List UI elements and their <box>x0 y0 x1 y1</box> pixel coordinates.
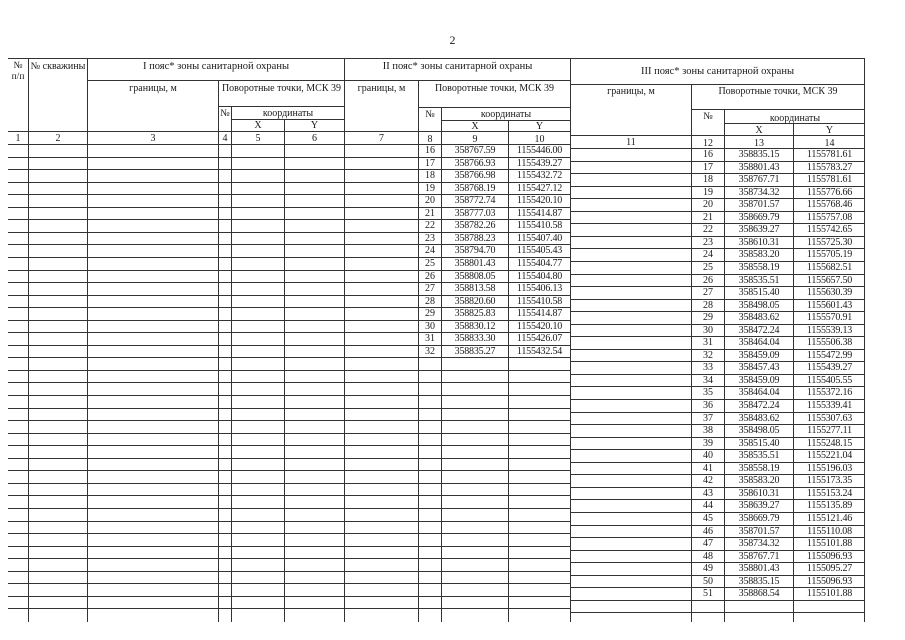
colnum-8: 8 <box>427 134 433 145</box>
zone2-x-value: 358835.27 <box>454 346 496 357</box>
zone1-y-header: Y <box>310 120 319 131</box>
row-line <box>8 546 570 547</box>
header-num: № п/п <box>11 61 25 82</box>
zone3-point-number: 28 <box>703 300 713 311</box>
zone2-point-number: 27 <box>425 283 435 294</box>
zone2-x-value: 358767.59 <box>454 145 496 156</box>
zone3-x-value: 358515.40 <box>738 438 780 449</box>
zone3-x-value: 358669.79 <box>738 212 780 223</box>
row-line <box>8 408 570 409</box>
zone3-x-value: 358639.27 <box>738 500 780 511</box>
colnum-7: 7 <box>379 133 384 144</box>
zone2-point-number: 29 <box>425 308 435 319</box>
header-line <box>692 109 865 110</box>
row-line <box>8 521 570 522</box>
zone2-point-number: 31 <box>425 333 435 344</box>
zone2-point-number: 18 <box>425 170 435 181</box>
zone2-point-number: 19 <box>425 183 435 194</box>
zone2-y-value: 1155404.77 <box>516 258 563 269</box>
zone1-coordinates-header: координаты <box>262 108 314 119</box>
zone3-x-value: 358464.04 <box>738 387 780 398</box>
zone2-turning-points-header: Поворотные точки, МСК 39 <box>434 83 555 94</box>
zone2-y-value: 1155404.80 <box>516 271 563 282</box>
zone3-y-value: 1155405.55 <box>806 375 853 386</box>
zone3-point-number: 44 <box>703 500 713 511</box>
zone3-y-value: 1155339.41 <box>806 400 853 411</box>
zone2-point-number: 20 <box>425 195 435 206</box>
zone2-x-value: 358820.60 <box>454 296 496 307</box>
zone2-y-value: 1155426.07 <box>516 333 563 344</box>
row-line <box>8 458 570 459</box>
zone3-point-number: 23 <box>703 237 713 248</box>
zone3-y-value: 1155439.27 <box>806 362 853 373</box>
header-zone2: II пояс* зоны санитарной охраны <box>382 61 533 72</box>
zone3-x-value: 358464.04 <box>738 337 780 348</box>
header-zone3: III пояс* зоны санитарной охраны <box>640 66 795 77</box>
zone3-point-number: 17 <box>703 162 713 173</box>
zone3-y-value: 1155539.13 <box>806 325 853 336</box>
row-line <box>8 470 570 471</box>
zone3-y-value: 1155768.46 <box>806 199 853 210</box>
zone3-y-value: 1155725.30 <box>806 237 853 248</box>
zone2-x-value: 358813.58 <box>454 283 496 294</box>
row-line <box>8 558 570 559</box>
row-line <box>8 395 570 396</box>
zone3-y-value: 1155783.27 <box>806 162 853 173</box>
zone2-x-value: 358782.26 <box>454 220 496 231</box>
colnum-3: 3 <box>150 133 156 144</box>
zone3-y-value: 1155781.61 <box>806 149 853 160</box>
zone1-turning-points-header: Поворотные точки, МСК 39 <box>221 83 342 94</box>
row-line <box>8 370 570 371</box>
zone2-y-value: 1155410.58 <box>516 220 563 231</box>
zone2-y-value: 1155420.10 <box>516 321 563 332</box>
col-divider <box>218 80 219 622</box>
row-line <box>8 483 570 484</box>
zone2-coordinates-header: координаты <box>480 109 532 120</box>
zone3-point-number: 33 <box>703 362 713 373</box>
zone3-x-value: 358835.15 <box>738 149 780 160</box>
colnum-6: 6 <box>312 133 317 144</box>
zone2-boundaries-header: границы, м <box>357 83 406 94</box>
zone3-y-value: 1155682.51 <box>806 262 853 273</box>
row-line <box>8 445 570 446</box>
colnum-1: 1 <box>15 133 21 144</box>
zone3-y-value: 1155101.88 <box>806 538 853 549</box>
zone3-point-number: 38 <box>703 425 713 436</box>
zone3-point-number: 47 <box>703 538 713 549</box>
page-number: 2 <box>449 33 456 47</box>
zone3-y-value: 1155307.63 <box>806 413 853 424</box>
zone2-point-number: 16 <box>425 145 435 156</box>
zone3-x-value: 358483.62 <box>738 312 780 323</box>
zone3-x-value: 358767.71 <box>738 551 780 562</box>
zone3-x-value: 358734.32 <box>738 187 780 198</box>
header-line <box>219 106 344 107</box>
colnum-11: 11 <box>626 137 636 148</box>
zone3-point-number: 36 <box>703 400 713 411</box>
row-line <box>8 596 570 597</box>
zone2-point-number: 24 <box>425 245 435 256</box>
zone2-x-value: 358833.30 <box>454 333 496 344</box>
zone3-y-value: 1155372.16 <box>806 387 853 398</box>
zone2-x-value: 358777.03 <box>454 208 496 219</box>
zone3-point-number: 37 <box>703 413 713 424</box>
zone3-point-number: 50 <box>703 576 713 587</box>
zone3-x-value: 358459.09 <box>738 375 780 386</box>
zone3-y-value: 1155757.08 <box>806 212 853 223</box>
zone2-x-value: 358830.12 <box>454 321 496 332</box>
zone3-y-value: 1155101.88 <box>806 588 853 599</box>
header-line <box>571 84 865 85</box>
zone3-y-value: 1155121.46 <box>806 513 853 524</box>
zone3-y-value: 1155776.66 <box>806 187 853 198</box>
zone3-y-value: 1155472.99 <box>806 350 853 361</box>
zone3-x-value: 358583.20 <box>738 475 780 486</box>
zone3-point-number: 26 <box>703 275 713 286</box>
zone3-y-value: 1155781.61 <box>806 174 853 185</box>
row-line <box>8 608 570 609</box>
zone3-point-number: 32 <box>703 350 713 361</box>
zone3-x-value: 358558.19 <box>738 262 780 273</box>
zone3-y-value: 1155173.35 <box>806 475 853 486</box>
zone3-coordinates-header: координаты <box>769 113 821 124</box>
zone2-y-value: 1155432.72 <box>516 170 563 181</box>
zone3-point-number: 42 <box>703 475 713 486</box>
zone2-x-value: 358794.70 <box>454 245 496 256</box>
row-line <box>8 508 570 509</box>
header-well: № скважины <box>30 61 86 72</box>
zone2-x-value: 358766.93 <box>454 158 496 169</box>
zone3-y-value: 1155095.27 <box>806 563 853 574</box>
zone3-point-number: 48 <box>703 551 713 562</box>
zone3-x-value: 358457.43 <box>738 362 780 373</box>
zone2-x-value: 358772.74 <box>454 195 496 206</box>
zone3-turning-points-header: Поворотные точки, МСК 39 <box>718 86 838 97</box>
zone2-y-value: 1155439.27 <box>516 158 563 169</box>
zone3-x-value: 358472.24 <box>738 325 780 336</box>
zone3-y-value: 1155277.11 <box>807 425 852 436</box>
zone3-x-value: 358483.62 <box>738 413 780 424</box>
zone3-point-number: 45 <box>703 513 713 524</box>
row-line <box>571 612 865 613</box>
row-line <box>8 533 570 534</box>
zone3-x-value: 358610.31 <box>738 488 780 499</box>
zone3-no-header: № <box>703 111 713 122</box>
zone3-point-number: 30 <box>703 325 713 336</box>
colnum-5: 5 <box>255 133 261 144</box>
zone3-x-value: 358639.27 <box>738 224 780 235</box>
zone3-point-number: 24 <box>703 249 713 260</box>
zone3-point-number: 27 <box>703 287 713 298</box>
zone3-x-value: 358535.51 <box>738 450 780 461</box>
zone3-x-value: 358801.43 <box>738 162 780 173</box>
zone3-point-number: 46 <box>703 526 713 537</box>
colnum-14: 14 <box>824 138 835 149</box>
zone2-y-header: Y <box>535 121 544 132</box>
zone2-x-value: 358788.23 <box>454 233 496 244</box>
zone3-point-number: 51 <box>703 588 713 599</box>
zone2-y-value: 1155446.00 <box>516 145 563 156</box>
zone3-y-value: 1155110.08 <box>807 526 852 537</box>
zone3-x-value: 358868.54 <box>738 588 780 599</box>
zone3-x-value: 358701.57 <box>738 199 780 210</box>
zone3-x-value: 358535.51 <box>738 275 780 286</box>
zone3-y-value: 1155096.93 <box>806 576 853 587</box>
zone2-point-number: 26 <box>425 271 435 282</box>
zone3-x-value: 358767.71 <box>738 174 780 185</box>
zone3-point-number: 41 <box>703 463 713 474</box>
zone2-point-number: 21 <box>425 208 435 219</box>
zone2-point-number: 28 <box>425 296 435 307</box>
colnum-2: 2 <box>55 133 61 144</box>
zone2-y-value: 1155414.87 <box>516 208 563 219</box>
zone1-boundaries-header: границы, м <box>129 83 177 94</box>
zone2-x-value: 358801.43 <box>454 258 496 269</box>
row-line <box>8 382 570 383</box>
zone2-x-value: 358768.19 <box>454 183 496 194</box>
zone3-point-number: 35 <box>703 387 713 398</box>
zone2-y-value: 1155407.40 <box>516 233 563 244</box>
zone3-x-value: 358498.05 <box>738 425 780 436</box>
zone3-y-value: 1155153.24 <box>806 488 853 499</box>
zone3-y-value: 1155506.38 <box>806 337 853 348</box>
zone3-x-value: 358734.32 <box>738 538 780 549</box>
row-line <box>8 571 570 572</box>
zone3-x-value: 358583.20 <box>738 249 780 260</box>
colnum-9: 9 <box>472 134 478 145</box>
zone3-point-number: 43 <box>703 488 713 499</box>
zone2-y-value: 1155410.58 <box>516 296 563 307</box>
zone3-x-value: 358472.24 <box>738 400 780 411</box>
zone3-point-number: 31 <box>703 337 713 348</box>
zone2-x-value: 358825.83 <box>454 308 496 319</box>
zone2-point-number: 23 <box>425 233 435 244</box>
row-line <box>8 495 570 496</box>
zone2-y-value: 1155406.13 <box>516 283 563 294</box>
zone2-x-value: 358808.05 <box>454 271 496 282</box>
header-zone1: I пояс* зоны санитарной охраны <box>142 61 290 72</box>
zone2-y-value: 1155427.12 <box>516 183 563 194</box>
zone3-y-value: 1155657.50 <box>806 275 853 286</box>
colnum-13: 13 <box>754 138 764 149</box>
zone2-point-number: 32 <box>425 346 435 357</box>
zone3-point-number: 16 <box>703 149 713 160</box>
zone3-point-number: 20 <box>703 199 713 210</box>
zone1-x-header: X <box>254 120 262 131</box>
zone2-point-number: 22 <box>425 220 435 231</box>
zone3-x-value: 358515.40 <box>738 287 780 298</box>
col-divider <box>231 106 232 622</box>
colnum-12: 12 <box>703 138 713 149</box>
row-line <box>571 600 865 601</box>
zone3-x-value: 358669.79 <box>738 513 780 524</box>
zone3-point-number: 25 <box>703 262 713 273</box>
zone3-y-value: 1155248.15 <box>806 438 853 449</box>
zone3-point-number: 18 <box>703 174 713 185</box>
row-line <box>8 433 570 434</box>
zone3-y-value: 1155705.19 <box>806 249 853 260</box>
zone3-x-value: 358835.15 <box>738 576 780 587</box>
zone3-boundaries-header: границы, м <box>607 86 655 97</box>
zone3-point-number: 21 <box>703 212 713 223</box>
zone3-x-value: 358801.43 <box>738 563 780 574</box>
zone3-x-value: 358701.57 <box>738 526 780 537</box>
zone3-y-value: 1155196.03 <box>806 463 853 474</box>
zone3-point-number: 40 <box>703 450 713 461</box>
zone3-point-number: 22 <box>703 224 713 235</box>
zone3-x-header: X <box>755 125 763 136</box>
zone3-x-value: 358610.31 <box>738 237 780 248</box>
zone2-point-number: 17 <box>425 158 435 169</box>
zone2-y-value: 1155405.43 <box>516 245 563 256</box>
zone3-y-value: 1155221.04 <box>806 450 853 461</box>
zone2-x-header: X <box>471 121 479 132</box>
zone2-point-number: 25 <box>425 258 435 269</box>
zone3-x-value: 358558.19 <box>738 463 780 474</box>
zone3-point-number: 34 <box>703 375 713 386</box>
zone3-point-number: 29 <box>703 312 713 323</box>
zone3-y-header: Y <box>825 125 834 136</box>
zone3-y-value: 1155570.91 <box>806 312 853 323</box>
zone2-y-value: 1155420.10 <box>516 195 563 206</box>
zone3-x-value: 358459.09 <box>738 350 780 361</box>
header-line <box>88 80 570 81</box>
zone3-point-number: 49 <box>703 563 713 574</box>
table-top-border <box>8 58 865 59</box>
colnum-4: 4 <box>222 133 228 144</box>
zone2-y-value: 1155414.87 <box>516 308 563 319</box>
zone3-point-number: 19 <box>703 187 713 198</box>
row-line <box>8 420 570 421</box>
zone3-y-value: 1155630.39 <box>806 287 853 298</box>
colnum-10: 10 <box>534 134 545 145</box>
zone2-no-header: № <box>425 109 435 120</box>
zone3-y-value: 1155601.43 <box>806 300 853 311</box>
zone3-point-number: 39 <box>703 438 713 449</box>
zone3-y-value: 1155135.89 <box>806 500 853 511</box>
zone3-x-value: 358498.05 <box>738 300 780 311</box>
zone1-no-header: № <box>220 108 230 119</box>
zone2-y-value: 1155432.54 <box>516 346 563 357</box>
zone3-y-value: 1155096.93 <box>806 551 853 562</box>
row-line <box>8 583 570 584</box>
zone2-x-value: 358766.98 <box>454 170 496 181</box>
zone3-y-value: 1155742.65 <box>806 224 853 235</box>
zone2-point-number: 30 <box>425 321 435 332</box>
